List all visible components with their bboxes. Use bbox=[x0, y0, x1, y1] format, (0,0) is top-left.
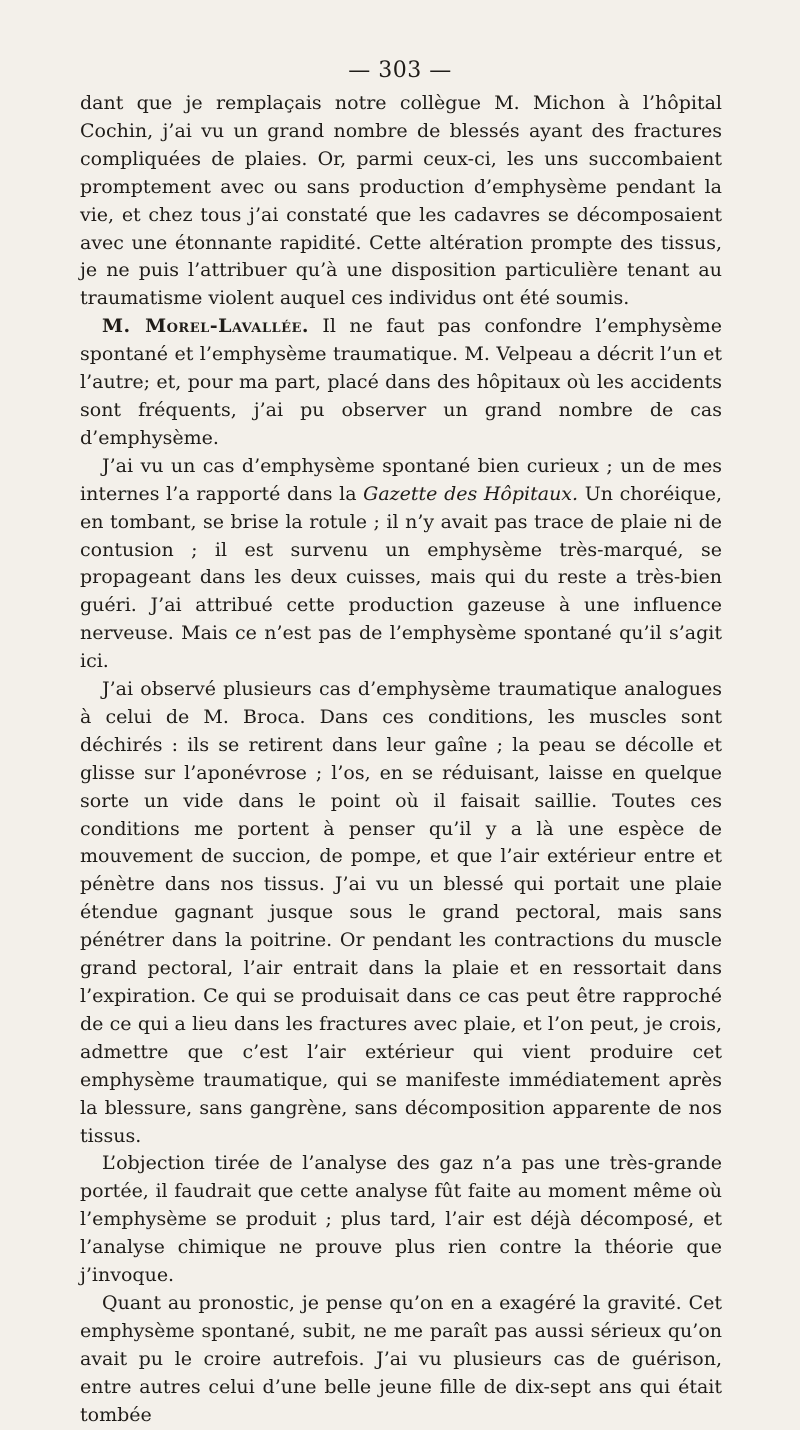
paragraph-6: Quant au pronostic, je pense qu’on en a exagéré la gravité. Cet emphysème spontané, subit, ne me paraît pas aussi sérieux qu’on avait pu le croire autrefois. J’ai vu plusieurs cas de guérison, entre autres celui d’une belle jeune fille de dix-sept ans qui était tombée bbox=[80, 1291, 722, 1426]
page-body bbox=[80, 90, 722, 1430]
paragraph-3 bbox=[80, 453, 722, 676]
paragraph-5: L’objection tirée de l’analyse des gaz n’a pas une très-grande portée, il faudrait que cette analyse fût faite au moment même où l’emphysème se produit ; plus tard, l’air est déjà décomposé, et l’analyse chimique ne prouve plus rien contre la théorie que j’invoque. bbox=[80, 1152, 722, 1287]
paragraph-4: J’ai observé plusieurs cas d’emphysème traumatique analogues à celui de M. Broca. Dans ces conditions, les muscles sont déchirés : ils se retirent dans leur gaîne ; la peau se décolle et glisse sur l’aponévrose ; l’os, en se réduisant, laisse en quelque sorte un vide dans le point où il faisait saillie. Toutes ces conditions me portent à penser qu’il y a là une espèce de mouvement de succion, de pompe, et que l’air extérieur entre et pénètre dans nos tissus. J’ai vu un blessé qui portait une plaie étendue gagnant jusque sous le grand pectoral, mais sans pénétrer dans la poitrine. Or pendant les contractions du muscle grand pectoral, l’air entrait dans la plaie et en ressortait dans l’expiration. Ce qui se produisait dans ce cas peut être rapproché de ce qui a lieu dans les fractures avec plaie, et l’on peut, je crois, admettre que c’est l’air extérieur qui vient produire cet emphysème traumatique, qui se manifeste immédiatement après la blessure, sans gangrène, sans décomposition apparente de nos tissus. bbox=[80, 678, 722, 1147]
paragraph-2 bbox=[80, 313, 722, 453]
speaker-name: M. Morel-Lavallée. bbox=[102, 315, 310, 338]
journal-title: Gazette des Hôpitaux. bbox=[363, 482, 579, 505]
paragraph-3-text-after: Un choréique, en tombant, se brise la rotule ; il n’y avait pas trace de plaie ni de contusion ; il est survenu un emphysème très-marqué, se propageant dans les deux cuisses, mais qui du reste a très-bien guéri. J’ai attribué cette production gazeuse à une influence nerveuse. Mais ce n’est pas de l’emphysème spontané qu’il s’agit ici. bbox=[80, 482, 723, 673]
paragraph-3-text-before: J’ai vu un cas d’emphysème spontané bien curieux ; un de mes internes l’a rapporté dans la bbox=[80, 454, 722, 505]
paragraph-2-text: Il ne faut pas confondre l’emphysème spontané et l’emphysème traumatique. M. Velpeau a décrit l’un et l’autre; et, pour ma part, placé dans des hôpitaux où les accidents sont fréquents, j’ai pu observer un grand nombre de cas d’emphysème. bbox=[80, 315, 723, 449]
page-number: — 303 — bbox=[348, 58, 452, 83]
paragraph-1: dant que je remplaçais notre collègue M. Michon à l’hôpital Cochin, j’ai vu un grand nombre de blessés ayant des fractures compliquées de plaies. Or, parmi ceux-ci, les uns succombaient promptement avec ou sans production d’emphysème pendant la vie, et chez tous j’ai constaté que les cadavres se décomposaient avec une étonnante rapidité. Cette altération prompte des tissus, je ne puis l’attribuer qu’à une disposition particulière tenant au traumatisme violent auquel ces individus ont été soumis. bbox=[80, 92, 722, 310]
